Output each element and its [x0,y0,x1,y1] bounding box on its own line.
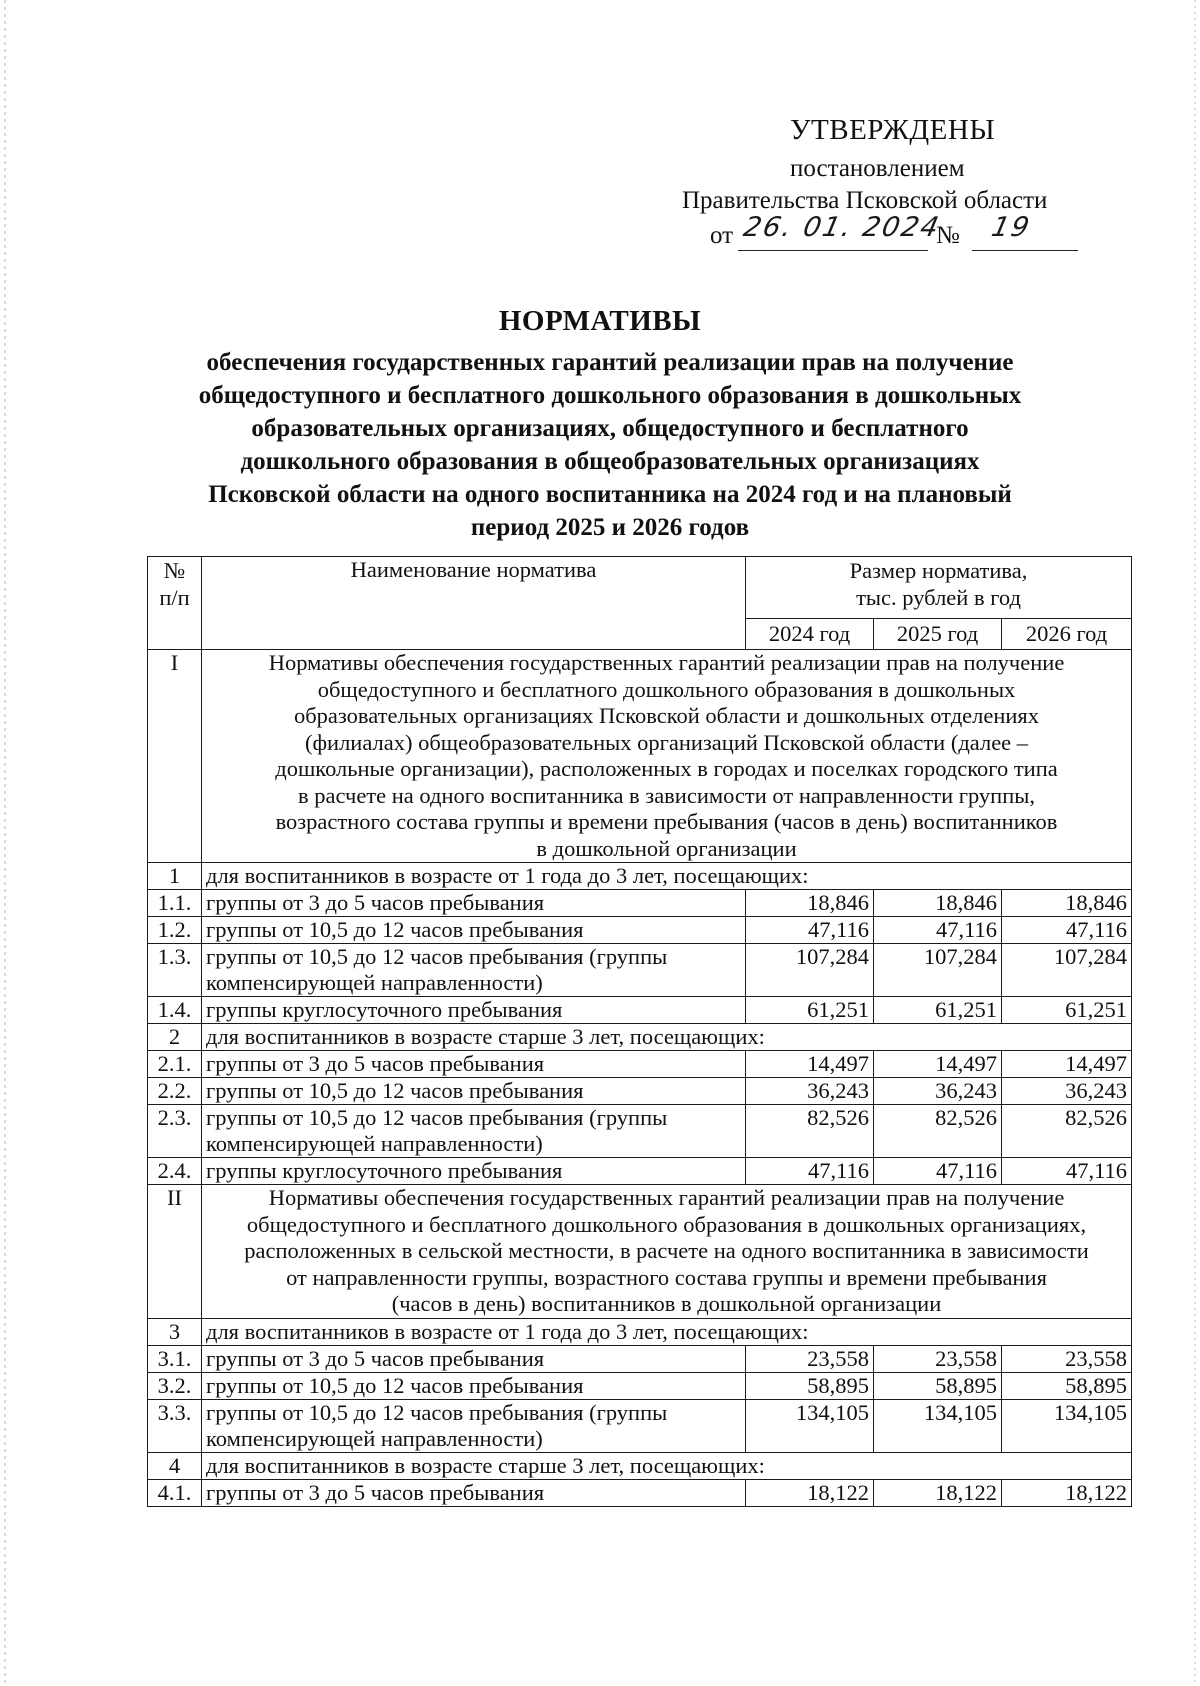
table-row [148,1105,1132,1158]
section-title-line: общедоступного и бесплатного дошкольного образования в дошкольных организациях, [246,1211,1087,1237]
norm-value: 23,558 [874,1345,1002,1372]
subtitle-line: дошкольного образования в общеобразовательных организациях [240,448,980,475]
row-number: I [148,650,202,863]
scan-edge-right [1194,0,1196,1686]
norm-name [202,917,746,944]
norm-value: 61,251 [874,997,1002,1024]
norm-name [202,1399,746,1452]
row-number: 2.1. [148,1051,202,1078]
table-row [148,1345,1132,1372]
norm-value: 47,116 [746,1158,874,1185]
norm-value: 107,284 [746,944,874,997]
row-number: 3.3. [148,1399,202,1452]
approval-line-resolution: постановлением [790,155,965,182]
norm-value: 23,558 [1002,1345,1132,1372]
section-title-line: в расчете на одного воспитанника в зависимости от направленности группы, [297,782,1036,808]
norm-name [202,1479,746,1506]
row-number: 1.2. [148,917,202,944]
table-row [148,1479,1132,1506]
handwritten-number: 19 [988,212,1034,243]
norm-name-line: группы круглосуточного пребывания [206,997,563,1022]
table-row [148,1399,1132,1452]
section-row [148,650,1132,863]
norm-value: 18,122 [746,1479,874,1506]
section-title-line: дошкольные организации), расположенных в городах и поселках городского типа [275,756,1058,781]
table-row [148,1372,1132,1399]
norm-value: 18,846 [1002,890,1132,917]
norm-value: 82,526 [874,1105,1002,1158]
section-title-line: в дошкольной организации [536,835,797,861]
norm-name [202,890,746,917]
norm-value: 18,846 [746,890,874,917]
table-row [148,1051,1132,1078]
row-number: II [148,1185,202,1319]
norm-value: 134,105 [874,1399,1002,1452]
table-row [148,890,1132,917]
section-title-line: расположенных в сельской местности, в расчете на одного воспитанника в зависимости [244,1238,1089,1263]
norm-value: 36,243 [874,1078,1002,1105]
norm-name-line: группы от 10,5 до 12 часов пребывания [206,1372,584,1398]
approval-date-number [710,212,1090,254]
norm-name [202,1372,746,1399]
section-title [202,650,1132,863]
norm-value: 14,497 [746,1051,874,1078]
header-size-line2: тыс. рублей в год [856,585,1021,610]
section-row [148,1185,1132,1319]
section-title-line: Нормативы обеспечения государственных гарантий реализации прав на получение [268,650,1065,675]
header-year-2026: 2026 год [1002,619,1132,650]
row-number: 2 [148,1024,202,1051]
row-number: 4 [148,1452,202,1479]
header-year-2025: 2025 год [874,619,1002,650]
header-year-2024: 2024 год [746,619,874,650]
subtitle-line: образовательных организациях, общедоступного и бесплатного [251,415,969,442]
row-number: 3 [148,1318,202,1345]
norm-name [202,1105,746,1158]
table-row [148,1078,1132,1105]
norm-name-line: группы от 10,5 до 12 часов пребывания (группы [206,1105,668,1130]
date-prefix: от [710,222,734,249]
row-number: 2.2. [148,1078,202,1105]
table-row [148,944,1132,997]
norm-value: 18,122 [1002,1479,1132,1506]
norm-name [202,1158,746,1185]
section-title-line: (филиалах) общеобразовательных организаций Псковской области (далее – [304,729,1029,755]
group-row [148,1024,1132,1051]
row-number: 4.1. [148,1479,202,1506]
table-body [148,650,1132,1507]
section-title [202,1185,1132,1319]
table-row [148,917,1132,944]
norm-value: 47,116 [746,917,874,944]
norm-value: 18,122 [874,1479,1002,1506]
norm-value: 107,284 [874,944,1002,997]
group-name: для воспитанников в возрасте от 1 года до 3 лет, посещающих: [202,863,1132,890]
norm-name [202,1345,746,1372]
norm-name-line: группы от 3 до 5 часов пребывания [206,1479,545,1505]
norm-value: 134,105 [1002,1399,1132,1452]
number-sign: № [936,222,960,249]
row-number: 1.4. [148,997,202,1024]
norm-value: 82,526 [1002,1105,1132,1158]
group-name: для воспитанников в возрасте старше 3 лет, посещающих: [202,1024,1132,1051]
norm-name [202,1078,746,1105]
norm-value: 14,497 [874,1051,1002,1078]
norm-value: 82,526 [746,1105,874,1158]
subtitle-line: обеспечения государственных гарантий реализации прав на получение [206,349,1014,376]
norm-value: 23,558 [746,1345,874,1372]
norm-name-line: компенсирующей направленности) [206,1425,543,1451]
section-title-line: общедоступного и бесплатного дошкольного образования в дошкольных [317,676,1016,702]
norm-name-line: группы от 10,5 до 12 часов пребывания (группы [206,1399,668,1425]
section-title-line: Нормативы обеспечения государственных гарантий реализации прав на получение [268,1185,1065,1210]
norm-name [202,944,746,997]
document-title: НОРМАТИВЫ [498,305,702,337]
subtitle-line: период 2025 и 2026 годов [470,514,750,541]
norm-value: 47,116 [874,917,1002,944]
section-title-line: возрастного состава группы и времени пребывания (часов в день) воспитанников [275,809,1058,834]
row-number: 1.1. [148,890,202,917]
norm-name-line: группы от 10,5 до 12 часов пребывания [206,917,584,942]
handwritten-date: 26. 01. 2024 [740,212,944,243]
norm-name-line: группы от 10,5 до 12 часов пребывания [206,1078,584,1103]
norm-name-line: группы круглосуточного пребывания [206,1158,563,1183]
norm-value: 36,243 [1002,1078,1132,1105]
header-size-line1: Размер норматива, [849,558,1028,583]
group-row [148,1452,1132,1479]
row-number: 3.2. [148,1372,202,1399]
norm-name-line: компенсирующей направленности) [206,970,543,995]
row-number: 1 [148,863,202,890]
row-number: 2.4. [148,1158,202,1185]
norm-name-line: группы от 10,5 до 12 часов пребывания (группы [206,944,668,969]
subtitle-line: общедоступного и бесплатного дошкольного образования в дошкольных [198,382,1022,409]
norm-value: 107,284 [1002,944,1132,997]
norm-name-line: компенсирующей направленности) [206,1131,543,1156]
row-number: 1.3. [148,944,202,997]
table-row [148,997,1132,1024]
norms-table [147,556,1132,1507]
approval-line-government: Правительства Псковской области [682,187,1048,214]
group-row [148,863,1132,890]
group-name: для воспитанников в возрасте от 1 года до 3 лет, посещающих: [202,1318,1132,1345]
header-size [746,557,1132,619]
norm-value: 14,497 [1002,1051,1132,1078]
norm-value: 58,895 [1002,1372,1132,1399]
norm-value: 61,251 [746,997,874,1024]
section-title-line: от направленности группы, возрастного состава группы и времени пребывания [286,1264,1047,1290]
section-title-line: (часов в день) воспитанников в дошкольной организации [391,1291,942,1316]
norm-value: 47,116 [1002,917,1132,944]
table-header [148,557,1132,650]
norm-value: 61,251 [1002,997,1132,1024]
norm-name [202,1051,746,1078]
norm-value: 36,243 [746,1078,874,1105]
scan-edge-left [4,0,6,1686]
group-row [148,1318,1132,1345]
header-num: № п/п [148,557,202,650]
norm-name-line: группы от 3 до 5 часов пребывания [206,1345,545,1371]
norm-value: 134,105 [746,1399,874,1452]
table-row [148,1158,1132,1185]
norm-value: 47,116 [874,1158,1002,1185]
row-number: 3.1. [148,1345,202,1372]
norm-name-line: группы от 3 до 5 часов пребывания [206,1051,545,1076]
norm-name [202,997,746,1024]
norm-name-line: группы от 3 до 5 часов пребывания [206,890,545,915]
document-subtitle [150,346,1070,544]
approval-title: УТВЕРЖДЕНЫ [790,114,996,146]
header-name: Наименование норматива [202,557,746,650]
section-title-line: образовательных организациях Псковской области и дошкольных отделениях [293,703,1040,728]
subtitle-line: Псковской области на одного воспитанника на 2024 год и на плановый [208,481,1012,508]
norm-value: 58,895 [874,1372,1002,1399]
norm-value: 58,895 [746,1372,874,1399]
row-number: 2.3. [148,1105,202,1158]
norm-value: 18,846 [874,890,1002,917]
norm-value: 47,116 [1002,1158,1132,1185]
group-name: для воспитанников в возрасте старше 3 лет, посещающих: [202,1452,1132,1479]
